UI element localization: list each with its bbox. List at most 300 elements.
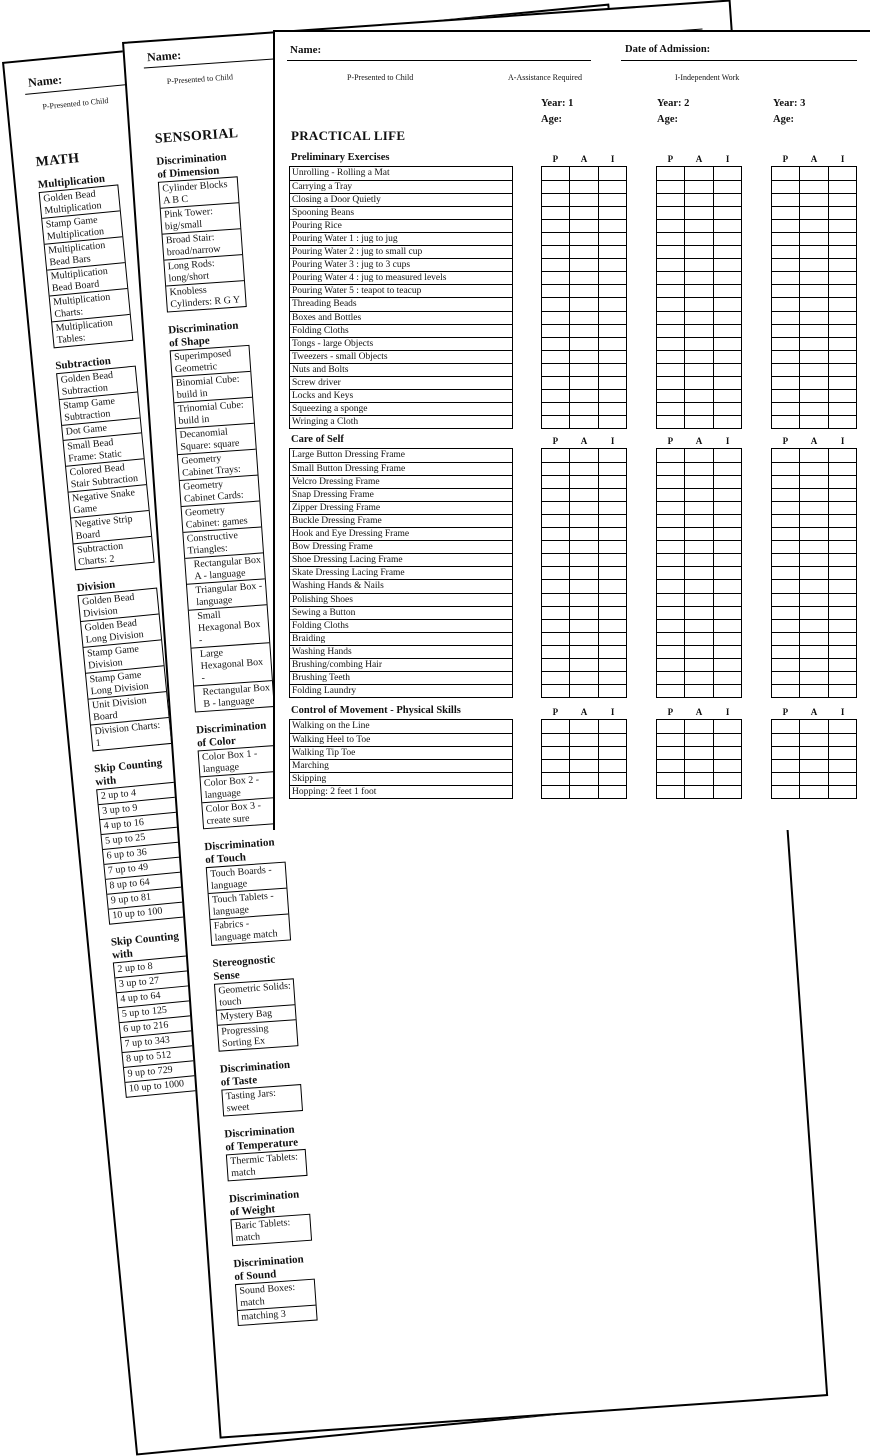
check-cell[interactable] — [657, 463, 684, 475]
check-cell[interactable] — [828, 194, 856, 206]
check-cell[interactable] — [657, 246, 684, 258]
check-cell[interactable] — [598, 181, 626, 193]
check-cell[interactable] — [772, 554, 799, 566]
check-cell[interactable] — [772, 646, 799, 658]
check-cell[interactable] — [799, 528, 827, 540]
check-cell[interactable] — [713, 325, 741, 337]
check-cell[interactable] — [569, 760, 597, 772]
check-cell[interactable] — [569, 489, 597, 501]
check-cell[interactable] — [828, 554, 856, 566]
check-cell[interactable] — [799, 416, 827, 428]
check-cell[interactable] — [828, 476, 856, 488]
check-cell[interactable] — [598, 672, 626, 684]
check-cell[interactable] — [799, 233, 827, 245]
check-cell[interactable] — [598, 786, 626, 798]
check-cell[interactable] — [828, 502, 856, 514]
check-cell[interactable] — [542, 515, 569, 527]
check-cell[interactable] — [598, 607, 626, 619]
check-cell[interactable] — [569, 646, 597, 658]
check-cell[interactable] — [657, 734, 684, 746]
check-cell[interactable] — [542, 541, 569, 553]
check-cell[interactable] — [657, 390, 684, 402]
check-cell[interactable] — [713, 515, 741, 527]
check-cell[interactable] — [713, 233, 741, 245]
check-cell[interactable] — [799, 786, 827, 798]
check-cell[interactable] — [542, 620, 569, 632]
check-cell[interactable] — [713, 773, 741, 785]
check-cell[interactable] — [657, 659, 684, 671]
check-cell[interactable] — [713, 580, 741, 592]
check-cell[interactable] — [542, 364, 569, 376]
check-cell[interactable] — [772, 515, 799, 527]
check-cell[interactable] — [799, 463, 827, 475]
check-cell[interactable] — [828, 541, 856, 553]
check-cell[interactable] — [684, 747, 712, 759]
check-cell[interactable] — [542, 181, 569, 193]
check-cell[interactable] — [772, 220, 799, 232]
check-cell[interactable] — [569, 351, 597, 363]
check-cell[interactable] — [598, 646, 626, 658]
check-cell[interactable] — [542, 580, 569, 592]
check-cell[interactable] — [799, 298, 827, 310]
check-cell[interactable] — [713, 620, 741, 632]
check-cell[interactable] — [569, 672, 597, 684]
check-cell[interactable] — [772, 390, 799, 402]
check-cell[interactable] — [657, 747, 684, 759]
check-cell[interactable] — [657, 773, 684, 785]
check-cell[interactable] — [598, 747, 626, 759]
check-cell[interactable] — [684, 646, 712, 658]
check-cell[interactable] — [828, 338, 856, 350]
check-cell[interactable] — [828, 528, 856, 540]
check-cell[interactable] — [684, 325, 712, 337]
check-cell[interactable] — [799, 246, 827, 258]
check-cell[interactable] — [657, 194, 684, 206]
check-cell[interactable] — [542, 416, 569, 428]
check-cell[interactable] — [569, 594, 597, 606]
check-cell[interactable] — [569, 659, 597, 671]
check-cell[interactable] — [799, 567, 827, 579]
check-cell[interactable] — [542, 672, 569, 684]
check-cell[interactable] — [542, 377, 569, 389]
check-cell[interactable] — [828, 594, 856, 606]
check-cell[interactable] — [684, 351, 712, 363]
check-cell[interactable] — [828, 390, 856, 402]
check-cell[interactable] — [772, 259, 799, 271]
check-cell[interactable] — [828, 181, 856, 193]
check-cell[interactable] — [542, 773, 569, 785]
check-cell[interactable] — [684, 449, 712, 462]
check-cell[interactable] — [713, 259, 741, 271]
check-cell[interactable] — [713, 463, 741, 475]
check-cell[interactable] — [542, 685, 569, 697]
check-cell[interactable] — [828, 325, 856, 337]
check-cell[interactable] — [828, 167, 856, 180]
check-cell[interactable] — [772, 312, 799, 324]
check-cell[interactable] — [799, 403, 827, 415]
check-cell[interactable] — [598, 325, 626, 337]
check-cell[interactable] — [799, 773, 827, 785]
check-cell[interactable] — [542, 567, 569, 579]
check-cell[interactable] — [569, 633, 597, 645]
check-cell[interactable] — [569, 312, 597, 324]
check-cell[interactable] — [828, 416, 856, 428]
check-cell[interactable] — [772, 489, 799, 501]
check-cell[interactable] — [569, 607, 597, 619]
check-cell[interactable] — [772, 338, 799, 350]
check-cell[interactable] — [569, 463, 597, 475]
check-cell[interactable] — [684, 620, 712, 632]
check-cell[interactable] — [799, 449, 827, 462]
check-cell[interactable] — [542, 594, 569, 606]
check-cell[interactable] — [799, 181, 827, 193]
check-cell[interactable] — [684, 272, 712, 284]
check-cell[interactable] — [657, 672, 684, 684]
check-cell[interactable] — [828, 449, 856, 462]
check-cell[interactable] — [772, 760, 799, 772]
check-cell[interactable] — [542, 734, 569, 746]
check-cell[interactable] — [684, 246, 712, 258]
check-cell[interactable] — [799, 351, 827, 363]
check-cell[interactable] — [772, 747, 799, 759]
check-cell[interactable] — [598, 194, 626, 206]
check-cell[interactable] — [569, 377, 597, 389]
check-cell[interactable] — [598, 554, 626, 566]
check-cell[interactable] — [657, 272, 684, 284]
check-cell[interactable] — [657, 377, 684, 389]
check-cell[interactable] — [713, 364, 741, 376]
check-cell[interactable] — [772, 207, 799, 219]
check-cell[interactable] — [799, 390, 827, 402]
check-cell[interactable] — [828, 246, 856, 258]
check-cell[interactable] — [684, 364, 712, 376]
check-cell[interactable] — [684, 181, 712, 193]
check-cell[interactable] — [713, 207, 741, 219]
check-cell[interactable] — [657, 325, 684, 337]
check-cell[interactable] — [569, 685, 597, 697]
check-cell[interactable] — [598, 167, 626, 180]
check-cell[interactable] — [542, 747, 569, 759]
check-cell[interactable] — [657, 298, 684, 310]
check-cell[interactable] — [713, 272, 741, 284]
check-cell[interactable] — [713, 672, 741, 684]
check-cell[interactable] — [828, 351, 856, 363]
check-cell[interactable] — [657, 554, 684, 566]
check-cell[interactable] — [799, 377, 827, 389]
check-cell[interactable] — [828, 567, 856, 579]
check-cell[interactable] — [828, 220, 856, 232]
check-cell[interactable] — [684, 338, 712, 350]
check-cell[interactable] — [598, 720, 626, 733]
check-cell[interactable] — [542, 463, 569, 475]
check-cell[interactable] — [569, 449, 597, 462]
check-cell[interactable] — [542, 390, 569, 402]
check-cell[interactable] — [542, 403, 569, 415]
check-cell[interactable] — [542, 312, 569, 324]
check-cell[interactable] — [828, 463, 856, 475]
check-cell[interactable] — [828, 734, 856, 746]
check-cell[interactable] — [569, 181, 597, 193]
check-cell[interactable] — [657, 181, 684, 193]
check-cell[interactable] — [828, 720, 856, 733]
check-cell[interactable] — [684, 167, 712, 180]
check-cell[interactable] — [799, 580, 827, 592]
check-cell[interactable] — [569, 786, 597, 798]
check-cell[interactable] — [569, 734, 597, 746]
check-cell[interactable] — [598, 528, 626, 540]
check-cell[interactable] — [684, 233, 712, 245]
check-cell[interactable] — [713, 351, 741, 363]
check-cell[interactable] — [569, 580, 597, 592]
check-cell[interactable] — [542, 325, 569, 337]
check-cell[interactable] — [657, 351, 684, 363]
check-cell[interactable] — [713, 390, 741, 402]
check-cell[interactable] — [657, 449, 684, 462]
check-cell[interactable] — [542, 351, 569, 363]
check-cell[interactable] — [828, 580, 856, 592]
check-cell[interactable] — [657, 580, 684, 592]
check-cell[interactable] — [598, 476, 626, 488]
check-cell[interactable] — [713, 220, 741, 232]
check-cell[interactable] — [542, 554, 569, 566]
check-cell[interactable] — [828, 773, 856, 785]
check-cell[interactable] — [713, 646, 741, 658]
check-cell[interactable] — [657, 720, 684, 733]
check-cell[interactable] — [713, 747, 741, 759]
check-cell[interactable] — [542, 646, 569, 658]
check-cell[interactable] — [684, 541, 712, 553]
check-cell[interactable] — [684, 259, 712, 271]
check-cell[interactable] — [772, 233, 799, 245]
check-cell[interactable] — [772, 403, 799, 415]
check-cell[interactable] — [684, 377, 712, 389]
check-cell[interactable] — [598, 594, 626, 606]
check-cell[interactable] — [598, 377, 626, 389]
check-cell[interactable] — [828, 760, 856, 772]
check-cell[interactable] — [684, 672, 712, 684]
check-cell[interactable] — [772, 672, 799, 684]
check-cell[interactable] — [598, 285, 626, 297]
check-cell[interactable] — [657, 312, 684, 324]
check-cell[interactable] — [657, 403, 684, 415]
check-cell[interactable] — [713, 734, 741, 746]
check-cell[interactable] — [799, 515, 827, 527]
check-cell[interactable] — [799, 220, 827, 232]
check-cell[interactable] — [569, 476, 597, 488]
check-cell[interactable] — [542, 489, 569, 501]
check-cell[interactable] — [657, 476, 684, 488]
check-cell[interactable] — [684, 659, 712, 671]
check-cell[interactable] — [569, 272, 597, 284]
check-cell[interactable] — [799, 633, 827, 645]
check-cell[interactable] — [598, 567, 626, 579]
check-cell[interactable] — [713, 298, 741, 310]
check-cell[interactable] — [598, 620, 626, 632]
check-cell[interactable] — [799, 502, 827, 514]
check-cell[interactable] — [598, 220, 626, 232]
check-cell[interactable] — [598, 760, 626, 772]
check-cell[interactable] — [684, 760, 712, 772]
check-cell[interactable] — [542, 259, 569, 271]
check-cell[interactable] — [657, 567, 684, 579]
check-cell[interactable] — [828, 786, 856, 798]
check-cell[interactable] — [772, 528, 799, 540]
check-cell[interactable] — [542, 760, 569, 772]
check-cell[interactable] — [657, 620, 684, 632]
check-cell[interactable] — [713, 181, 741, 193]
check-cell[interactable] — [657, 167, 684, 180]
check-cell[interactable] — [799, 594, 827, 606]
check-cell[interactable] — [772, 685, 799, 697]
check-cell[interactable] — [713, 760, 741, 772]
check-cell[interactable] — [598, 364, 626, 376]
check-cell[interactable] — [569, 528, 597, 540]
check-cell[interactable] — [569, 403, 597, 415]
check-cell[interactable] — [828, 312, 856, 324]
check-cell[interactable] — [569, 416, 597, 428]
check-cell[interactable] — [569, 285, 597, 297]
check-cell[interactable] — [713, 528, 741, 540]
check-cell[interactable] — [828, 747, 856, 759]
check-cell[interactable] — [684, 720, 712, 733]
check-cell[interactable] — [657, 515, 684, 527]
check-cell[interactable] — [713, 659, 741, 671]
check-cell[interactable] — [598, 502, 626, 514]
check-cell[interactable] — [828, 607, 856, 619]
check-cell[interactable] — [828, 489, 856, 501]
check-cell[interactable] — [542, 298, 569, 310]
check-cell[interactable] — [569, 541, 597, 553]
check-cell[interactable] — [799, 607, 827, 619]
check-cell[interactable] — [657, 607, 684, 619]
check-cell[interactable] — [828, 207, 856, 219]
check-cell[interactable] — [713, 594, 741, 606]
check-cell[interactable] — [569, 554, 597, 566]
check-cell[interactable] — [569, 259, 597, 271]
check-cell[interactable] — [542, 607, 569, 619]
check-cell[interactable] — [799, 272, 827, 284]
check-cell[interactable] — [799, 312, 827, 324]
check-cell[interactable] — [598, 207, 626, 219]
check-cell[interactable] — [772, 659, 799, 671]
check-cell[interactable] — [542, 194, 569, 206]
check-cell[interactable] — [713, 449, 741, 462]
check-cell[interactable] — [542, 633, 569, 645]
check-cell[interactable] — [542, 659, 569, 671]
check-cell[interactable] — [569, 298, 597, 310]
check-cell[interactable] — [657, 338, 684, 350]
check-cell[interactable] — [569, 747, 597, 759]
check-cell[interactable] — [799, 259, 827, 271]
check-cell[interactable] — [772, 734, 799, 746]
check-cell[interactable] — [772, 272, 799, 284]
check-cell[interactable] — [598, 416, 626, 428]
check-cell[interactable] — [713, 502, 741, 514]
check-cell[interactable] — [598, 659, 626, 671]
check-cell[interactable] — [569, 233, 597, 245]
check-cell[interactable] — [684, 285, 712, 297]
check-cell[interactable] — [542, 285, 569, 297]
check-cell[interactable] — [799, 194, 827, 206]
check-cell[interactable] — [713, 246, 741, 258]
check-cell[interactable] — [799, 720, 827, 733]
check-cell[interactable] — [657, 220, 684, 232]
check-cell[interactable] — [684, 220, 712, 232]
check-cell[interactable] — [799, 338, 827, 350]
check-cell[interactable] — [772, 620, 799, 632]
check-cell[interactable] — [684, 403, 712, 415]
check-cell[interactable] — [772, 377, 799, 389]
check-cell[interactable] — [772, 567, 799, 579]
check-cell[interactable] — [828, 364, 856, 376]
check-cell[interactable] — [799, 659, 827, 671]
check-cell[interactable] — [657, 502, 684, 514]
check-cell[interactable] — [799, 646, 827, 658]
check-cell[interactable] — [799, 476, 827, 488]
check-cell[interactable] — [828, 259, 856, 271]
check-cell[interactable] — [598, 685, 626, 697]
check-cell[interactable] — [598, 338, 626, 350]
check-cell[interactable] — [799, 620, 827, 632]
check-cell[interactable] — [657, 541, 684, 553]
check-cell[interactable] — [772, 351, 799, 363]
check-cell[interactable] — [657, 207, 684, 219]
check-cell[interactable] — [713, 720, 741, 733]
check-cell[interactable] — [799, 554, 827, 566]
check-cell[interactable] — [713, 403, 741, 415]
check-cell[interactable] — [828, 233, 856, 245]
check-cell[interactable] — [828, 620, 856, 632]
check-cell[interactable] — [598, 246, 626, 258]
check-cell[interactable] — [684, 489, 712, 501]
check-cell[interactable] — [772, 449, 799, 462]
check-cell[interactable] — [713, 541, 741, 553]
check-cell[interactable] — [772, 246, 799, 258]
check-cell[interactable] — [772, 416, 799, 428]
check-cell[interactable] — [542, 167, 569, 180]
check-cell[interactable] — [657, 259, 684, 271]
check-cell[interactable] — [657, 633, 684, 645]
check-cell[interactable] — [542, 272, 569, 284]
check-cell[interactable] — [713, 416, 741, 428]
check-cell[interactable] — [772, 633, 799, 645]
check-cell[interactable] — [772, 541, 799, 553]
check-cell[interactable] — [569, 246, 597, 258]
check-cell[interactable] — [772, 773, 799, 785]
check-cell[interactable] — [542, 246, 569, 258]
check-cell[interactable] — [684, 502, 712, 514]
check-cell[interactable] — [828, 377, 856, 389]
check-cell[interactable] — [657, 528, 684, 540]
check-cell[interactable] — [772, 325, 799, 337]
check-cell[interactable] — [713, 607, 741, 619]
check-cell[interactable] — [542, 220, 569, 232]
check-cell[interactable] — [772, 181, 799, 193]
check-cell[interactable] — [713, 338, 741, 350]
check-cell[interactable] — [569, 390, 597, 402]
check-cell[interactable] — [684, 476, 712, 488]
check-cell[interactable] — [569, 720, 597, 733]
check-cell[interactable] — [713, 633, 741, 645]
check-cell[interactable] — [684, 786, 712, 798]
check-cell[interactable] — [684, 207, 712, 219]
check-cell[interactable] — [684, 194, 712, 206]
check-cell[interactable] — [799, 685, 827, 697]
check-cell[interactable] — [598, 773, 626, 785]
check-cell[interactable] — [713, 312, 741, 324]
check-cell[interactable] — [569, 194, 597, 206]
check-cell[interactable] — [799, 541, 827, 553]
